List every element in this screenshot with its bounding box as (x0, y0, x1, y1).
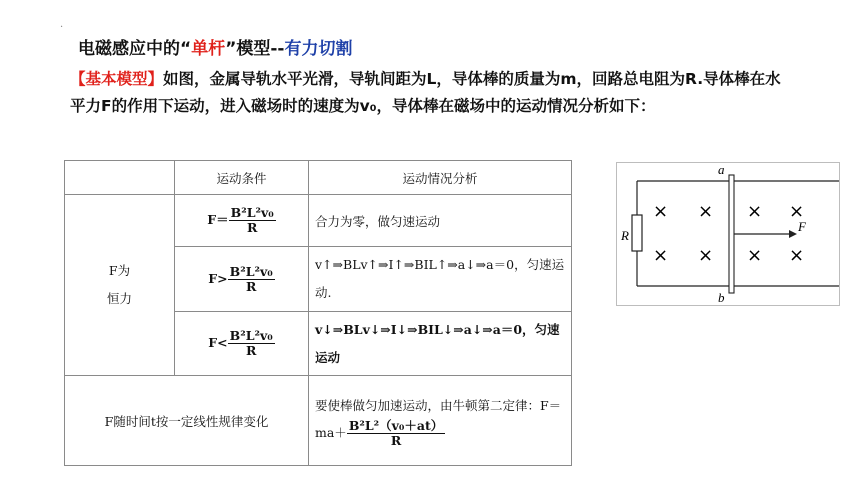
table-header-row (65, 161, 572, 195)
analysis-cell: 合力为零，做匀速运动 (309, 195, 572, 247)
fraction-numerator: B²L²v₀ (229, 263, 273, 279)
intro-paragraph (70, 66, 790, 120)
condition-fraction (229, 206, 276, 235)
condition-lhs: F> (208, 270, 228, 286)
condition-lhs: F< (208, 335, 228, 350)
intro-tag: 【基本模型】 (70, 70, 164, 88)
title-highlight-blue: 有力切割 (284, 39, 353, 59)
label-R: R (621, 228, 629, 243)
field-cross: × (653, 245, 669, 266)
field-cross: × (747, 201, 763, 222)
field-cross: × (789, 245, 805, 266)
condition-cell (175, 312, 309, 376)
field-cross: × (698, 245, 714, 266)
last-analysis-cell (309, 376, 572, 466)
last-analysis-fraction (347, 419, 445, 448)
group-label-cell (65, 195, 175, 376)
field-cross: × (698, 201, 714, 222)
circuit-figure (616, 162, 840, 306)
field-cross: × (747, 245, 763, 266)
fraction-denominator: R (245, 343, 257, 358)
force-arrowhead-icon (789, 230, 797, 238)
slide-title (78, 34, 352, 59)
header-empty-cell (65, 161, 175, 195)
label-F: F (798, 219, 806, 234)
field-cross: × (653, 201, 669, 222)
analysis-cell: v↓⇒BLv↓⇒I↓⇒BIL↓⇒a↓⇒a＝0，匀速运动 (309, 312, 572, 376)
label-b: b (718, 290, 725, 305)
title-part-1: 电磁感应中的“ (78, 39, 192, 59)
table-row (65, 376, 572, 466)
intro-text: 如图，金属导轨水平光滑，导轨间距为L，导体棒的质量为m，回路总电阻为R.导体棒在水平力F的作用下运动，进入磁场时的速度为v₀，导体棒在磁场中的运动情况分析如下： (70, 70, 781, 115)
group-label-line-1: F为 (108, 263, 131, 278)
condition-fraction (228, 329, 275, 358)
resistor (632, 215, 642, 251)
last-analysis-text: 要使棒做匀加速运动，由牛顿第二定律：F＝ma＋ (315, 398, 562, 440)
analysis-cell: v↑⇒BLv↑⇒I↑⇒BIL↑⇒a↓⇒a＝0，匀速运动. (309, 247, 572, 312)
fraction-numerator: B²L²（v₀＋at） (348, 418, 444, 433)
circuit-diagram (617, 163, 839, 305)
title-part-2: ”模型-- (225, 39, 285, 59)
label-a: a (718, 163, 725, 177)
table-row (65, 195, 572, 247)
last-condition-cell: F随时间t按一定线性规律变化 (65, 376, 309, 466)
field-cross: × (789, 201, 805, 222)
condition-lhs: F＝ (207, 212, 229, 227)
header-analysis: 运动情况分析 (309, 161, 572, 195)
header-condition: 运动条件 (175, 161, 309, 195)
fraction-denominator: R (245, 278, 257, 294)
fraction-denominator: R (246, 220, 258, 235)
condition-cell (175, 195, 309, 247)
fraction-denominator: R (390, 433, 402, 448)
fraction-numerator: B²L²v₀ (230, 205, 274, 220)
slide-dot: · (60, 22, 64, 33)
condition-fraction (228, 265, 275, 294)
condition-cell (175, 247, 309, 312)
analysis-table (64, 160, 572, 466)
title-highlight-red: 单杆 (191, 39, 226, 59)
conductor-rod (729, 175, 734, 293)
group-label-line-2: 恒力 (106, 291, 132, 306)
fraction-numerator: B²L²v₀ (229, 328, 273, 343)
